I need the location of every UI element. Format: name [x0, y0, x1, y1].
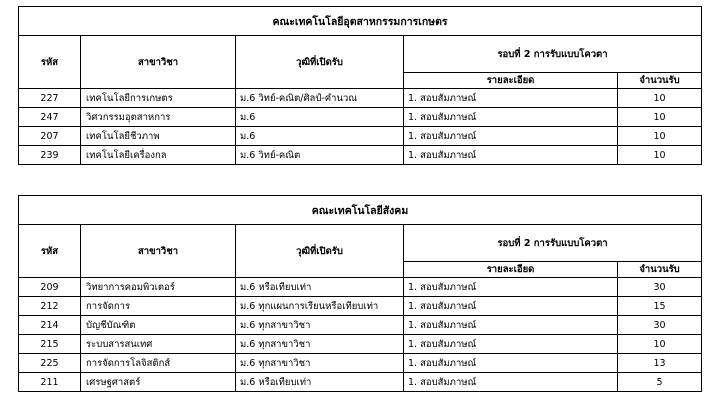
header-major: สาขาวิชา — [81, 36, 236, 89]
cell-qualification: ม.6 ทุกสาขาวิชา — [236, 354, 404, 373]
header-code: รหัส — [19, 225, 81, 278]
table-row — [19, 354, 702, 373]
cell-major: วิศวกรรมอุตสาหการ — [81, 108, 236, 127]
cell-count: 30 — [618, 278, 702, 297]
cell-count: 10 — [618, 108, 702, 127]
table-row — [19, 278, 702, 297]
table-row — [19, 127, 702, 146]
cell-qualification: ม.6 หรือเทียบเท่า — [236, 278, 404, 297]
cell-count: 10 — [618, 146, 702, 165]
cell-detail: 1. สอบสัมภาษณ์ — [404, 373, 618, 392]
cell-code: 212 — [19, 297, 81, 316]
cell-count: 15 — [618, 297, 702, 316]
header-round: รอบที่ 2 การรับแบบโควตา — [404, 36, 702, 73]
table-row — [19, 108, 702, 127]
faculty-table-agri-industry — [18, 6, 702, 165]
cell-count: 5 — [618, 373, 702, 392]
cell-qualification: ม.6 ทุกแผนการเรียนหรือเทียบเท่า — [236, 297, 404, 316]
cell-detail: 1. สอบสัมภาษณ์ — [404, 354, 618, 373]
header-count: จำนวนรับ — [618, 262, 702, 278]
cell-major: เทคโนโลยีการเกษตร — [81, 89, 236, 108]
table-row — [19, 335, 702, 354]
cell-qualification: ม.6 ทุกสาขาวิชา — [236, 316, 404, 335]
cell-major: บัญชีบัณฑิต — [81, 316, 236, 335]
faculty-table-social-tech — [18, 195, 702, 392]
cell-code: 214 — [19, 316, 81, 335]
cell-code: 225 — [19, 354, 81, 373]
header-major: สาขาวิชา — [81, 225, 236, 278]
cell-count: 13 — [618, 354, 702, 373]
table-row — [19, 297, 702, 316]
cell-count: 10 — [618, 127, 702, 146]
faculty-title: คณะเทคโนโลยีอุตสาหกรรมการเกษตร — [19, 7, 702, 36]
cell-code: 239 — [19, 146, 81, 165]
cell-detail: 1. สอบสัมภาษณ์ — [404, 89, 618, 108]
cell-major: เศรษฐศาสตร์ — [81, 373, 236, 392]
header-count: จำนวนรับ — [618, 73, 702, 89]
faculty-title: คณะเทคโนโลยีสังคม — [19, 196, 702, 225]
cell-detail: 1. สอบสัมภาษณ์ — [404, 127, 618, 146]
cell-major: การจัดการ — [81, 297, 236, 316]
header-qualification: วุฒิที่เปิดรับ — [236, 36, 404, 89]
cell-detail: 1. สอบสัมภาษณ์ — [404, 146, 618, 165]
header-detail: รายละเอียด — [404, 73, 618, 89]
cell-major: ระบบสารสนเทศ — [81, 335, 236, 354]
header-detail: รายละเอียด — [404, 262, 618, 278]
cell-major: เทคโนโลยีชีวภาพ — [81, 127, 236, 146]
table-row — [19, 146, 702, 165]
cell-detail: 1. สอบสัมภาษณ์ — [404, 316, 618, 335]
header-code: รหัส — [19, 36, 81, 89]
cell-detail: 1. สอบสัมภาษณ์ — [404, 297, 618, 316]
cell-count: 10 — [618, 335, 702, 354]
cell-qualification: ม.6 วิทย์-คณิต — [236, 146, 404, 165]
cell-qualification: ม.6 — [236, 108, 404, 127]
cell-major: วิทยาการคอมพิวเตอร์ — [81, 278, 236, 297]
header-round: รอบที่ 2 การรับแบบโควตา — [404, 225, 702, 262]
cell-code: 211 — [19, 373, 81, 392]
cell-qualification: ม.6 หรือเทียบเท่า — [236, 373, 404, 392]
header-qualification: วุฒิที่เปิดรับ — [236, 225, 404, 278]
cell-code: 227 — [19, 89, 81, 108]
cell-detail: 1. สอบสัมภาษณ์ — [404, 335, 618, 354]
cell-code: 247 — [19, 108, 81, 127]
cell-qualification: ม.6 ทุกสาขาวิชา — [236, 335, 404, 354]
table-gap — [0, 165, 710, 195]
cell-code: 209 — [19, 278, 81, 297]
cell-code: 207 — [19, 127, 81, 146]
cell-detail: 1. สอบสัมภาษณ์ — [404, 278, 618, 297]
table-row — [19, 373, 702, 392]
table-row — [19, 89, 702, 108]
cell-major: การจัดการโลจิสติกส์ — [81, 354, 236, 373]
cell-qualification: ม.6 — [236, 127, 404, 146]
cell-count: 10 — [618, 89, 702, 108]
table-row — [19, 316, 702, 335]
cell-count: 30 — [618, 316, 702, 335]
cell-code: 215 — [19, 335, 81, 354]
cell-detail: 1. สอบสัมภาษณ์ — [404, 108, 618, 127]
cell-qualification: ม.6 วิทย์-คณิต/ศิลป์-คำนวณ — [236, 89, 404, 108]
cell-major: เทคโนโลยีเครื่องกล — [81, 146, 236, 165]
